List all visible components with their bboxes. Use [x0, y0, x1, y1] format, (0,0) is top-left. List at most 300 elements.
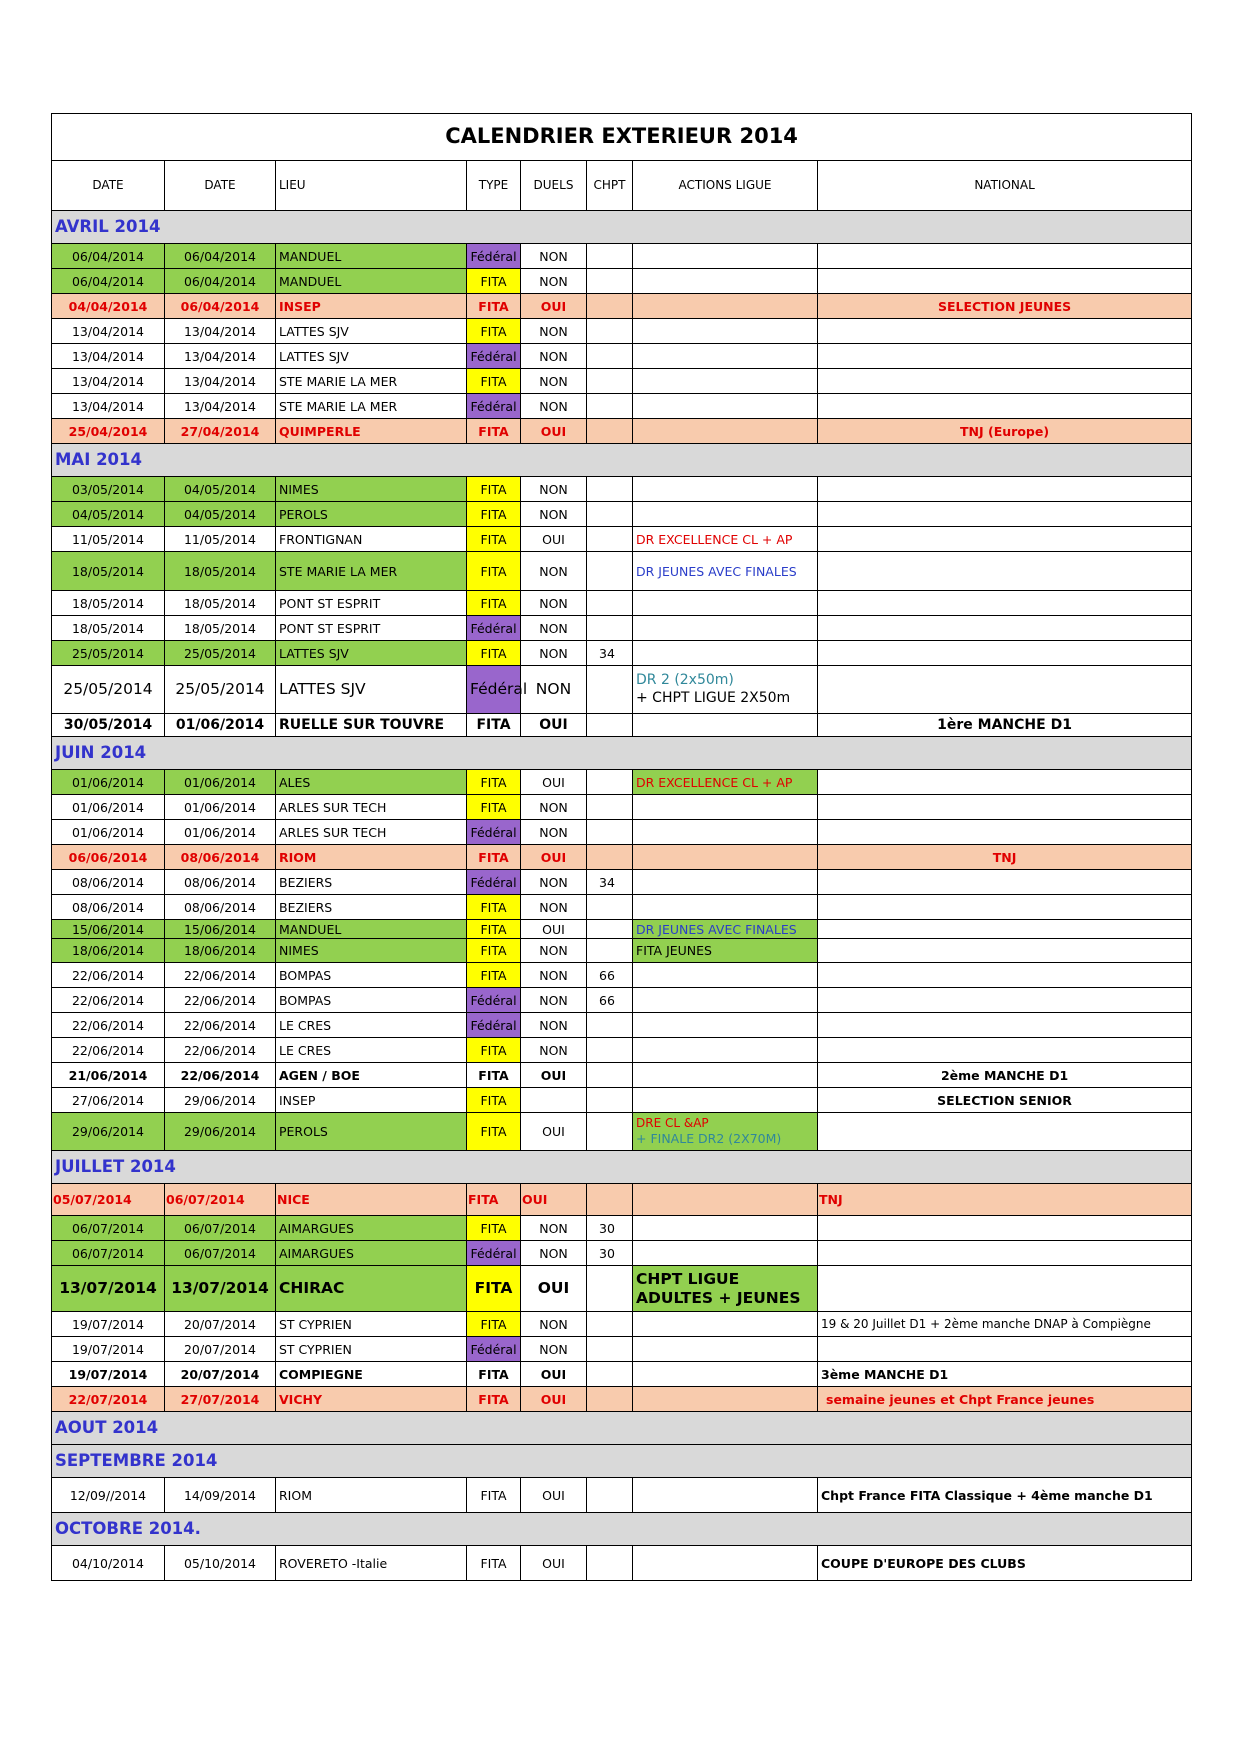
cell-lieu: ROVERETO -Italie	[276, 1546, 467, 1581]
cell-lieu: CHIRAC	[276, 1266, 467, 1312]
table-row	[52, 1113, 1192, 1151]
cell-date-end: 18/06/2014	[165, 939, 276, 963]
cell-lieu: INSEP	[276, 294, 467, 319]
cell-lieu: NIMES	[276, 477, 467, 502]
cell-duels: NON	[521, 666, 587, 714]
header-lieu: LIEU	[276, 161, 467, 211]
month-label: AVRIL 2014	[52, 211, 1192, 244]
cell-duels: NON	[521, 1216, 587, 1241]
actions-line-1: DRE CL &AP	[636, 1116, 709, 1131]
cell-type: Fédéral	[467, 394, 521, 419]
cell-duels: OUI	[521, 845, 587, 870]
cell-date-start: 04/04/2014	[52, 294, 165, 319]
cell-duels: NON	[521, 244, 587, 269]
table-row	[52, 895, 1192, 920]
cell-date-end: 25/05/2014	[165, 666, 276, 714]
cell-national	[818, 1337, 1192, 1362]
cell-lieu: LATTES SJV	[276, 666, 467, 714]
cell-date-end: 11/05/2014	[165, 527, 276, 552]
cell-actions	[633, 1013, 818, 1038]
table-row	[52, 1038, 1192, 1063]
header-national: NATIONAL	[818, 161, 1192, 211]
cell-chpt	[587, 616, 633, 641]
cell-chpt: 30	[587, 1241, 633, 1266]
cell-date-end: 06/07/2014	[165, 1184, 276, 1216]
cell-chpt	[587, 1088, 633, 1113]
cell-type: FITA	[467, 963, 521, 988]
cell-duels: NON	[521, 1241, 587, 1266]
cell-national	[818, 394, 1192, 419]
table-row	[52, 1312, 1192, 1337]
cell-national	[818, 1216, 1192, 1241]
cell-date-start: 04/10/2014	[52, 1546, 165, 1581]
cell-date-start: 25/05/2014	[52, 641, 165, 666]
cell-national	[818, 770, 1192, 795]
cell-chpt	[587, 1266, 633, 1312]
table-row	[52, 845, 1192, 870]
cell-actions	[633, 344, 818, 369]
cell-lieu: STE MARIE LA MER	[276, 552, 467, 591]
cell-date-start: 18/05/2014	[52, 591, 165, 616]
cell-actions	[633, 845, 818, 870]
cell-chpt	[587, 1113, 633, 1151]
table-row	[52, 591, 1192, 616]
cell-lieu: ST CYPRIEN	[276, 1337, 467, 1362]
cell-date-end: 01/06/2014	[165, 770, 276, 795]
cell-chpt: 66	[587, 963, 633, 988]
table-row	[52, 344, 1192, 369]
cell-type: FITA	[467, 795, 521, 820]
cell-duels	[521, 1088, 587, 1113]
header-duels: DUELS	[521, 161, 587, 211]
cell-actions: DR EXCELLENCE CL + AP	[633, 770, 818, 795]
cell-actions	[633, 394, 818, 419]
cell-type: FITA	[467, 552, 521, 591]
cell-chpt	[587, 1387, 633, 1412]
cell-type: Fédéral	[467, 1013, 521, 1038]
cell-lieu: STE MARIE LA MER	[276, 394, 467, 419]
cell-lieu: LATTES SJV	[276, 344, 467, 369]
cell-national: SELECTION JEUNES	[818, 294, 1192, 319]
cell-type: FITA	[467, 1088, 521, 1113]
cell-actions	[633, 477, 818, 502]
cell-type: FITA	[467, 1546, 521, 1581]
cell-type: FITA	[467, 1184, 521, 1216]
cell-national	[818, 1266, 1192, 1312]
cell-national	[818, 1038, 1192, 1063]
cell-date-start: 04/05/2014	[52, 502, 165, 527]
cell-lieu: NICE	[276, 1184, 467, 1216]
cell-date-end: 15/06/2014	[165, 920, 276, 939]
cell-chpt	[587, 920, 633, 939]
cell-lieu: BOMPAS	[276, 988, 467, 1013]
cell-date-start: 06/04/2014	[52, 269, 165, 294]
cell-date-end: 18/05/2014	[165, 552, 276, 591]
cell-date-end: 27/04/2014	[165, 419, 276, 444]
cell-date-start: 06/04/2014	[52, 244, 165, 269]
cell-national: COUPE D'EUROPE DES CLUBS	[818, 1546, 1192, 1581]
table-row	[52, 419, 1192, 444]
cell-lieu: FRONTIGNAN	[276, 527, 467, 552]
cell-chpt	[587, 319, 633, 344]
cell-type: FITA	[467, 1038, 521, 1063]
cell-actions: DR EXCELLENCE CL + AP	[633, 527, 818, 552]
cell-chpt	[587, 369, 633, 394]
cell-type: FITA	[467, 1113, 521, 1151]
cell-date-start: 01/06/2014	[52, 820, 165, 845]
cell-date-end: 08/06/2014	[165, 870, 276, 895]
cell-type: FITA	[467, 641, 521, 666]
table-row	[52, 1337, 1192, 1362]
cell-lieu: BOMPAS	[276, 963, 467, 988]
cell-lieu: LE CRES	[276, 1038, 467, 1063]
cell-lieu: COMPIEGNE	[276, 1362, 467, 1387]
cell-date-start: 18/06/2014	[52, 939, 165, 963]
cell-chpt	[587, 895, 633, 920]
cell-chpt	[587, 1013, 633, 1038]
cell-lieu: BEZIERS	[276, 870, 467, 895]
table-row	[52, 319, 1192, 344]
month-row-aout	[52, 1412, 1192, 1445]
cell-chpt: 30	[587, 1216, 633, 1241]
month-label: SEPTEMBRE 2014	[52, 1445, 1192, 1478]
cell-chpt	[587, 1038, 633, 1063]
month-row-septembre	[52, 1445, 1192, 1478]
cell-type: Fédéral	[467, 344, 521, 369]
cell-lieu: ST CYPRIEN	[276, 1312, 467, 1337]
cell-actions	[633, 666, 818, 714]
cell-national	[818, 477, 1192, 502]
cell-date-end: 18/05/2014	[165, 616, 276, 641]
cell-national	[818, 870, 1192, 895]
cell-date-start: 19/07/2014	[52, 1312, 165, 1337]
table-row	[52, 1241, 1192, 1266]
cell-actions	[633, 895, 818, 920]
cell-actions: DR JEUNES AVEC FINALES	[633, 920, 818, 939]
table-row	[52, 820, 1192, 845]
cell-duels: OUI	[521, 1266, 587, 1312]
cell-lieu: QUIMPERLE	[276, 419, 467, 444]
cell-national	[818, 552, 1192, 591]
cell-duels: NON	[521, 1337, 587, 1362]
cell-date-start: 13/04/2014	[52, 394, 165, 419]
cell-chpt	[587, 1546, 633, 1581]
cell-national	[818, 939, 1192, 963]
cell-chpt	[587, 591, 633, 616]
cell-national	[818, 269, 1192, 294]
header-date-start: DATE	[52, 161, 165, 211]
cell-date-start: 06/06/2014	[52, 845, 165, 870]
cell-date-start: 15/06/2014	[52, 920, 165, 939]
cell-lieu: LATTES SJV	[276, 319, 467, 344]
cell-type: FITA	[467, 294, 521, 319]
cell-actions	[633, 244, 818, 269]
cell-date-end: 13/04/2014	[165, 319, 276, 344]
cell-actions	[633, 963, 818, 988]
cell-type: FITA	[467, 1387, 521, 1412]
month-row-juillet	[52, 1151, 1192, 1184]
cell-actions	[633, 1478, 818, 1513]
cell-chpt	[587, 477, 633, 502]
month-row-juin	[52, 737, 1192, 770]
cell-duels: NON	[521, 616, 587, 641]
month-label: OCTOBRE 2014.	[52, 1513, 1192, 1546]
cell-actions	[633, 1113, 818, 1151]
cell-lieu: PEROLS	[276, 1113, 467, 1151]
cell-date-start: 27/06/2014	[52, 1088, 165, 1113]
cell-duels: NON	[521, 641, 587, 666]
cell-duels: NON	[521, 988, 587, 1013]
cell-duels: OUI	[521, 920, 587, 939]
cell-lieu: RIOM	[276, 845, 467, 870]
table-row	[52, 502, 1192, 527]
cell-national	[818, 963, 1192, 988]
table-row	[52, 641, 1192, 666]
cell-duels: NON	[521, 591, 587, 616]
cell-date-end: 06/04/2014	[165, 294, 276, 319]
table-row	[52, 1546, 1192, 1581]
cell-actions	[633, 1038, 818, 1063]
cell-actions	[633, 502, 818, 527]
cell-actions	[633, 795, 818, 820]
cell-date-end: 06/04/2014	[165, 269, 276, 294]
cell-chpt	[587, 394, 633, 419]
cell-date-end: 13/04/2014	[165, 369, 276, 394]
cell-lieu: AIMARGUES	[276, 1241, 467, 1266]
cell-national: 2ème MANCHE D1	[818, 1063, 1192, 1088]
cell-actions	[633, 269, 818, 294]
table-row	[52, 1063, 1192, 1088]
table-row	[52, 714, 1192, 737]
cell-actions	[633, 1546, 818, 1581]
calendar-table	[51, 113, 1192, 1581]
cell-type: Fédéral	[467, 988, 521, 1013]
title-row	[52, 114, 1192, 161]
cell-date-start: 18/05/2014	[52, 616, 165, 641]
cell-national	[818, 820, 1192, 845]
cell-date-end: 22/06/2014	[165, 1038, 276, 1063]
cell-date-end: 29/06/2014	[165, 1113, 276, 1151]
cell-date-start: 08/06/2014	[52, 895, 165, 920]
cell-actions	[633, 714, 818, 737]
cell-date-end: 01/06/2014	[165, 795, 276, 820]
month-row-mai	[52, 444, 1192, 477]
cell-chpt	[587, 419, 633, 444]
cell-chpt	[587, 1362, 633, 1387]
cell-actions	[633, 294, 818, 319]
cell-lieu: LATTES SJV	[276, 641, 467, 666]
page-title: CALENDRIER EXTERIEUR 2014	[52, 114, 1192, 161]
cell-national	[818, 591, 1192, 616]
cell-actions	[633, 988, 818, 1013]
cell-chpt	[587, 845, 633, 870]
cell-chpt	[587, 344, 633, 369]
cell-national	[818, 920, 1192, 939]
cell-actions: CHPT LIGUE ADULTES + JEUNES	[633, 1266, 818, 1312]
cell-national: Chpt France FITA Classique + 4ème manche D1	[818, 1478, 1192, 1513]
cell-national	[818, 319, 1192, 344]
cell-actions	[633, 616, 818, 641]
cell-date-end: 13/07/2014	[165, 1266, 276, 1312]
cell-lieu: LE CRES	[276, 1013, 467, 1038]
cell-date-end: 01/06/2014	[165, 820, 276, 845]
cell-date-start: 01/06/2014	[52, 770, 165, 795]
cell-duels: OUI	[521, 1478, 587, 1513]
cell-national: TNJ	[818, 1184, 1192, 1216]
header-type: TYPE	[467, 161, 521, 211]
cell-lieu: AIMARGUES	[276, 1216, 467, 1241]
cell-lieu: NIMES	[276, 939, 467, 963]
cell-lieu: MANDUEL	[276, 920, 467, 939]
cell-date-end: 06/07/2014	[165, 1216, 276, 1241]
cell-type: Fédéral	[467, 616, 521, 641]
cell-date-end: 18/05/2014	[165, 591, 276, 616]
cell-date-start: 22/06/2014	[52, 1013, 165, 1038]
cell-actions	[633, 1184, 818, 1216]
cell-date-start: 03/05/2014	[52, 477, 165, 502]
table-row	[52, 795, 1192, 820]
cell-date-start: 22/06/2014	[52, 1038, 165, 1063]
cell-duels: NON	[521, 369, 587, 394]
cell-lieu: MANDUEL	[276, 269, 467, 294]
cell-type: FITA	[467, 895, 521, 920]
cell-national	[818, 344, 1192, 369]
actions-line-2: + CHPT LIGUE 2X50m	[636, 689, 791, 706]
cell-actions	[633, 641, 818, 666]
cell-date-end: 05/10/2014	[165, 1546, 276, 1581]
table-row	[52, 939, 1192, 963]
table-row	[52, 394, 1192, 419]
cell-type: FITA	[467, 1478, 521, 1513]
cell-date-start: 13/04/2014	[52, 369, 165, 394]
cell-date-start: 11/05/2014	[52, 527, 165, 552]
cell-national: 19 & 20 Juillet D1 + 2ème manche DNAP à Compiègne	[818, 1312, 1192, 1337]
cell-duels: OUI	[521, 714, 587, 737]
cell-type: FITA	[467, 1362, 521, 1387]
table-row	[52, 770, 1192, 795]
cell-duels: OUI	[521, 1546, 587, 1581]
cell-type: Fédéral	[467, 820, 521, 845]
cell-type: FITA	[467, 1216, 521, 1241]
cell-date-end: 01/06/2014	[165, 714, 276, 737]
table-row	[52, 527, 1192, 552]
cell-lieu: ALES	[276, 770, 467, 795]
cell-chpt	[587, 244, 633, 269]
cell-date-end: 06/07/2014	[165, 1241, 276, 1266]
cell-actions	[633, 1337, 818, 1362]
table-row	[52, 1362, 1192, 1387]
cell-date-start: 25/05/2014	[52, 666, 165, 714]
cell-actions: FITA JEUNES	[633, 939, 818, 963]
cell-chpt	[587, 552, 633, 591]
cell-lieu: MANDUEL	[276, 244, 467, 269]
cell-date-end: 06/04/2014	[165, 244, 276, 269]
table-row	[52, 552, 1192, 591]
cell-date-end: 20/07/2014	[165, 1312, 276, 1337]
cell-type: FITA	[467, 591, 521, 616]
cell-type: FITA	[467, 1266, 521, 1312]
cell-date-end: 22/06/2014	[165, 963, 276, 988]
cell-duels: OUI	[521, 1113, 587, 1151]
cell-chpt	[587, 269, 633, 294]
cell-duels: NON	[521, 895, 587, 920]
cell-duels: NON	[521, 1312, 587, 1337]
cell-type: FITA	[467, 1063, 521, 1088]
table-row	[52, 1387, 1192, 1412]
cell-actions	[633, 591, 818, 616]
cell-actions	[633, 870, 818, 895]
cell-national	[818, 988, 1192, 1013]
cell-date-end: 13/04/2014	[165, 394, 276, 419]
cell-date-start: 06/07/2014	[52, 1216, 165, 1241]
cell-type: FITA	[467, 502, 521, 527]
cell-duels: NON	[521, 502, 587, 527]
cell-lieu: VICHY	[276, 1387, 467, 1412]
table-row	[52, 988, 1192, 1013]
cell-date-start: 22/06/2014	[52, 963, 165, 988]
table-row	[52, 920, 1192, 939]
header-row	[52, 161, 1192, 211]
cell-duels: OUI	[521, 294, 587, 319]
cell-type: FITA	[467, 319, 521, 344]
cell-date-start: 29/06/2014	[52, 1113, 165, 1151]
cell-type: Fédéral	[467, 666, 521, 714]
cell-duels: OUI	[521, 1063, 587, 1088]
cell-national	[818, 369, 1192, 394]
cell-actions	[633, 1063, 818, 1088]
cell-actions	[633, 1362, 818, 1387]
table-row	[52, 294, 1192, 319]
actions-line-1: DR 2 (2x50m)	[636, 672, 734, 688]
cell-actions	[633, 1088, 818, 1113]
table-row	[52, 666, 1192, 714]
cell-date-end: 08/06/2014	[165, 845, 276, 870]
table-row	[52, 1013, 1192, 1038]
cell-duels: NON	[521, 319, 587, 344]
cell-national	[818, 795, 1192, 820]
actions-line-2: + FINALE DR2 (2X70M)	[636, 1131, 782, 1147]
cell-national	[818, 895, 1192, 920]
cell-date-end: 14/09/2014	[165, 1478, 276, 1513]
cell-duels: NON	[521, 820, 587, 845]
cell-type: FITA	[467, 920, 521, 939]
month-row-octobre	[52, 1513, 1192, 1546]
cell-lieu: RUELLE SUR TOUVRE	[276, 714, 467, 737]
cell-duels: OUI	[521, 1362, 587, 1387]
cell-type: FITA	[467, 369, 521, 394]
cell-date-start: 30/05/2014	[52, 714, 165, 737]
cell-chpt	[587, 714, 633, 737]
cell-duels: NON	[521, 870, 587, 895]
cell-date-start: 06/07/2014	[52, 1241, 165, 1266]
cell-duels: OUI	[521, 1387, 587, 1412]
cell-type: Fédéral	[467, 1241, 521, 1266]
cell-national	[818, 244, 1192, 269]
cell-date-end: 29/06/2014	[165, 1088, 276, 1113]
cell-national: TNJ (Europe)	[818, 419, 1192, 444]
cell-date-end: 27/07/2014	[165, 1387, 276, 1412]
cell-chpt	[587, 666, 633, 714]
table-row	[52, 1088, 1192, 1113]
cell-chpt: 34	[587, 870, 633, 895]
cell-chpt	[587, 294, 633, 319]
cell-date-start: 13/04/2014	[52, 319, 165, 344]
cell-date-start: 19/07/2014	[52, 1362, 165, 1387]
cell-actions	[633, 1241, 818, 1266]
header-actions: ACTIONS LIGUE	[633, 161, 818, 211]
cell-type: FITA	[467, 1312, 521, 1337]
cell-duels: OUI	[521, 770, 587, 795]
